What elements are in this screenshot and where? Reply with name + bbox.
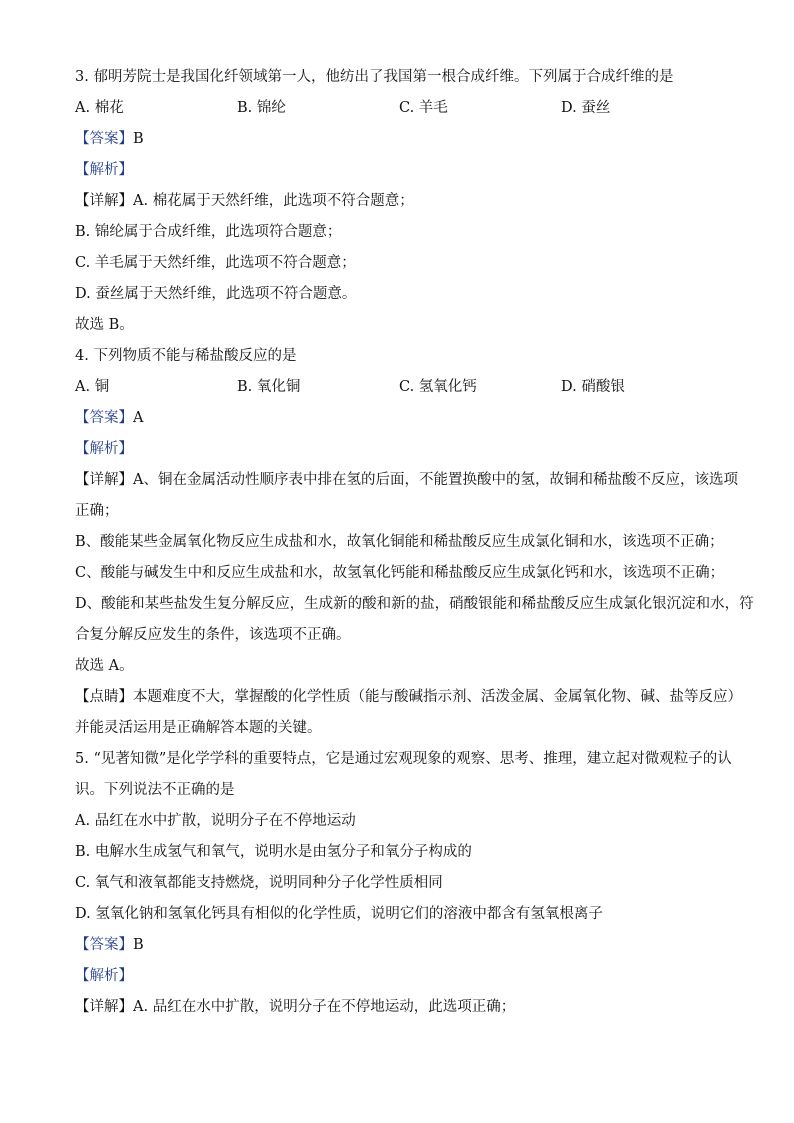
- q3-analysis: [75, 155, 725, 186]
- q4-detail-line: 正确；: [75, 503, 119, 519]
- q4-comment-first: 本题难度不大，掌握酸的化学性质（能与酸碱指示剂、活泼金属、金属氧化物、碱、盐等反应）: [133, 689, 742, 705]
- q4-answer-label: 【答案】: [75, 410, 133, 426]
- q4-options: [75, 372, 725, 403]
- q3-detail-line: D. 蚕丝属于天然纤维，此选项不符合题意。: [75, 286, 357, 302]
- q3-detail-label: 【详解】: [75, 193, 133, 209]
- q4-option-c: C. 氢氧化钙: [399, 379, 477, 395]
- q3-option-c: C. 羊毛: [399, 100, 448, 116]
- q5-analysis: [75, 961, 725, 992]
- q4-detail-line: 合复分解反应发生的条件，该选项不正确。: [75, 627, 351, 643]
- q3-analysis-label: 【解析】: [75, 162, 133, 178]
- q3-detail-line: B. 锦纶属于合成纤维，此选项符合题意；: [75, 224, 342, 240]
- q5-detail-first: A. 品红在水中扩散，说明分子在不停地运动，此选项正确；: [133, 999, 516, 1015]
- q4-answer: [75, 403, 725, 434]
- q3-conclusion: 故选 B。: [75, 317, 134, 333]
- q5-option-c: C. 氧气和液氧都能支持燃烧，说明同种分子化学性质相同: [75, 875, 443, 891]
- q4-answer-value: A: [133, 410, 144, 426]
- q5-option-a: A. 品红在水中扩散，说明分子在不停地运动: [75, 813, 356, 829]
- q3-options: [75, 93, 725, 124]
- q5-option-d: D. 氢氧化钠和氢氧化钙具有相似的化学性质，说明它们的溶液中都含有氢氧根离子: [75, 906, 603, 922]
- q4-detail-first: A、铜在金属活动性顺序表中排在氢的后面，不能置换酸中的氢，故铜和稀盐酸不反应，该选项: [133, 472, 738, 488]
- q4-detail-label: 【详解】: [75, 472, 133, 488]
- q3-answer-label: 【答案】: [75, 131, 133, 147]
- q3-option-d: D. 蚕丝: [561, 100, 611, 116]
- q5-answer-value: B: [133, 937, 144, 953]
- q4-analysis-label: 【解析】: [75, 441, 133, 457]
- q3-detail: [75, 186, 725, 217]
- q4-option-d: D. 硝酸银: [561, 379, 625, 395]
- q3-detail-line: C. 羊毛属于天然纤维，此选项不符合题意；: [75, 255, 356, 271]
- q3-answer-value: B: [133, 131, 144, 147]
- q4-analysis: [75, 434, 725, 465]
- q5-stem-line: 识。下列说法不正确的是: [75, 782, 235, 798]
- q3-option-b: B. 锦纶: [237, 100, 286, 116]
- q4-comment-label: 【点睛】: [75, 689, 133, 705]
- q5-answer-label: 【答案】: [75, 937, 133, 953]
- q4-stem: 4. 下列物质不能与稀盐酸反应的是: [75, 348, 297, 364]
- q3-detail-first: A. 棉花属于天然纤维，此选项不符合题意；: [133, 193, 414, 209]
- q5-stem-line: 5. “见著知微”是化学学科的重要特点，它是通过宏观现象的观察、思考、推理，建立起对微观粒子的认: [75, 751, 732, 767]
- q4-option-a: A. 铜: [75, 379, 110, 395]
- q4-detail-line: B、酸能某些金属氧化物反应生成盐和水，故氧化铜能和稀盐酸反应生成氯化铜和水，该选项不正确；: [75, 534, 724, 550]
- q4-comment-second: 并能灵活运用是正确解答本题的关键。: [75, 720, 322, 736]
- q4-conclusion: 故选 A。: [75, 658, 134, 674]
- q3-option-a: A. 棉花: [75, 100, 124, 116]
- q4-detail: [75, 465, 738, 496]
- q4-detail-line: C、酸能与碱发生中和反应生成盐和水，故氢氧化钙能和稀盐酸反应生成氯化钙和水，该选项不正确；: [75, 565, 725, 581]
- q5-detail-label: 【详解】: [75, 999, 133, 1015]
- q4-comment: [75, 682, 742, 713]
- q3-answer: [75, 124, 725, 155]
- q5-option-b: B. 电解水生成氢气和氧气，说明水是由氢分子和氧分子构成的: [75, 844, 472, 860]
- q5-answer: [75, 930, 725, 961]
- q4-detail-line: D、酸能和某些盐发生复分解反应，生成新的酸和新的盐，硝酸银能和稀盐酸反应生成氯化银沉淀和水，符: [75, 596, 754, 612]
- q3-stem: 3. 郁明芳院士是我国化纤领域第一人，他纺出了我国第一根合成纤维。下列属于合成纤维的是: [75, 69, 674, 85]
- q5-analysis-label: 【解析】: [75, 968, 133, 984]
- document-page: [75, 62, 754, 1023]
- q4-option-b: B. 氧化铜: [237, 379, 301, 395]
- q5-detail: [75, 992, 725, 1023]
